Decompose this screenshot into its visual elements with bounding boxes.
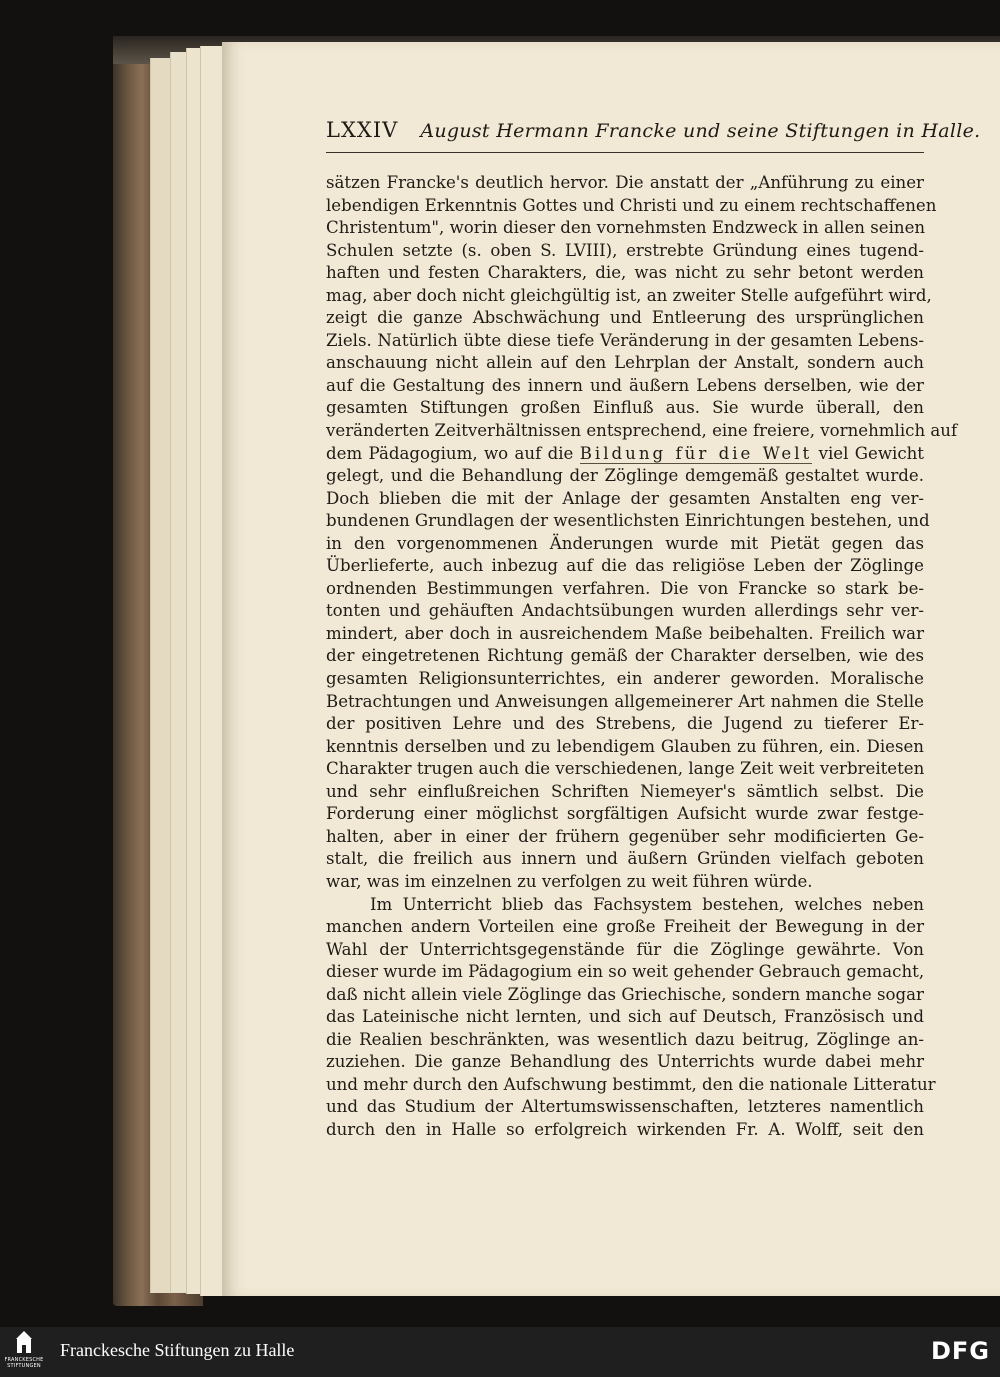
text-line: in den vorgenommenen Änderungen wurde mit Pietät gegen das — [326, 533, 924, 553]
paragraph-1 — [326, 172, 958, 443]
body-text — [326, 172, 958, 1142]
text-line: auf die Gestaltung des innern und äußern Lebens derselben, wie der — [326, 375, 924, 395]
text-line: stalt, die freilich aus innern und äußern Gründen vielfach geboten — [326, 849, 924, 869]
text-line: und das Studium der Altertumswissenschaften, letzteres namentlich — [326, 1097, 924, 1117]
text-line: tonten und gehäuften Andachtsübungen wurden allerdings sehr ver- — [326, 601, 924, 621]
building-icon — [14, 1331, 34, 1357]
text-line: veränderten Zeitverhältnissen entsprechend, eine freiere, vornehmlich auf — [326, 421, 958, 441]
text-line: anschauung nicht allein auf den Lehrplan der Anstalt, sondern auch — [326, 353, 924, 373]
text-line: das Lateinische nicht lernten, und sich auf Deutsch, Französisch und — [326, 1007, 924, 1027]
text-line: war, was im einzelnen zu verfolgen zu weit führen würde. — [326, 871, 813, 891]
text-line: lebendigen Erkenntnis Gottes und Christi und zu einem rechtschaffenen — [326, 195, 937, 215]
logo-text: STIFTUNGEN — [7, 1363, 41, 1369]
text-line: mag, aber doch nicht gleichgültig ist, an zweiter Stelle aufgeführt wird, — [326, 285, 932, 305]
paragraph-2 — [326, 894, 936, 1142]
text-line: halten, aber in einer der frühern gegenüber sehr modificierten Ge- — [326, 826, 924, 846]
text-line: gesamten Stiftungen großen Einfluß aus. Sie wurde überall, den — [326, 398, 924, 418]
text-line: der positiven Lehre und des Strebens, die Jugend zu tieferer Er- — [326, 714, 924, 734]
text-line: zuziehen. Die ganze Behandlung des Unterrichts wurde dabei mehr — [326, 1052, 924, 1072]
text-line: durch den in Halle so erfolgreich wirkenden Fr. A. Wolff, seit den — [326, 1119, 924, 1139]
text-line: mindert, aber doch in ausreichendem Maße beibehalten. Freilich war — [326, 623, 924, 643]
text-line: sätzen Francke's deutlich hervor. Die anstatt der „Anführung zu einer — [326, 173, 924, 192]
text-line: manchen andern Vorteilen eine große Freiheit der Bewegung in der — [326, 917, 924, 937]
text-segment: dem Pädagogium, wo auf die — [326, 443, 574, 463]
text-line: und mehr durch den Aufschwung bestimmt, den die nationale Litteratur — [326, 1074, 936, 1094]
text-segment: viel Gewicht — [818, 443, 924, 463]
text-line: und sehr einflußreichen Schriften Niemeyer's sämtlich selbst. Die — [326, 781, 924, 801]
paragraph-1-continued — [326, 465, 930, 893]
franckesche-stiftungen-logo[interactable] — [6, 1331, 42, 1373]
viewer-footer — [0, 1327, 1000, 1377]
text-line: Christentum", worin dieser den vornehmsten Endzweck in allen seinen — [326, 218, 926, 238]
text-line: Wahl der Unterrichtsgegenstände für die Zöglinge gewährte. Von — [326, 939, 924, 959]
text-line — [326, 443, 924, 466]
text-line: dieser wurde im Pädagogium ein so weit gehender Gebrauch gemacht, — [326, 962, 925, 982]
text-line: zeigt die ganze Abschwächung und Entleerung des ursprünglichen — [326, 308, 924, 328]
text-line: daß nicht allein viele Zöglinge das Griechische, sondern manche sogar — [326, 984, 924, 1004]
text-line: Überlieferte, auch inbezug auf die das religiöse Leben der Zöglinge — [326, 556, 924, 576]
page-number: LXXIV — [326, 118, 399, 142]
text-line: der eingetretenen Richtung gemäß der Charakter derselben, wie des — [326, 646, 924, 666]
text-line: ordnenden Bestimmungen verfahren. Die von Francke so stark be- — [326, 578, 924, 598]
text-line: die Realien beschränkten, was wesentlich dazu beitrug, Zöglinge an- — [326, 1029, 924, 1049]
emphasized-phrase: Bildung für die Welt — [579, 443, 813, 463]
text-line: kenntnis derselben und zu lebendigem Glauben zu führen, ein. Diesen — [326, 736, 924, 756]
dfg-logo[interactable]: DFG — [930, 1337, 990, 1365]
text-line: gelegt, und die Behandlung der Zöglinge demgemäß gestaltet wurde. — [326, 466, 924, 486]
text-line: Forderung einer möglichst sorgfältigen Aufsicht wurde zwar festge- — [326, 804, 924, 824]
institution-name[interactable]: Franckesche Stiftungen zu Halle — [60, 1340, 295, 1360]
text-line: Schulen setzte (s. oben S. LVIII), erstrebte Gründung eines tugend- — [326, 240, 924, 260]
text-line: bundenen Grundlagen der wesentlichsten Einrichtungen bestehen, und — [326, 511, 930, 531]
text-line: Doch blieben die mit der Anlage der gesamten Anstalten eng ver- — [326, 488, 924, 508]
text-line: Ziels. Natürlich übte diese tiefe Veränderung in der gesamten Lebens- — [326, 330, 924, 350]
text-line: Charakter trugen auch die verschiedenen, lange Zeit weit verbreiteten — [326, 759, 925, 779]
text-line: gesamten Religionsunterrichtes, ein anderer geworden. Moralische — [326, 669, 924, 689]
text-line: Im Unterricht blieb das Fachsystem bestehen, welches neben — [370, 894, 924, 914]
running-title: August Hermann Francke und seine Stiftungen in Halle. — [420, 120, 981, 142]
text-line: Betrachtungen und Anweisungen allgemeinerer Art nahmen die Stelle — [326, 691, 924, 711]
logo-text: FRANCKESCHE — [4, 1357, 44, 1363]
text-line: haften und festen Charakters, die, was nicht zu sehr betont werden — [326, 263, 924, 283]
running-header — [326, 118, 981, 153]
